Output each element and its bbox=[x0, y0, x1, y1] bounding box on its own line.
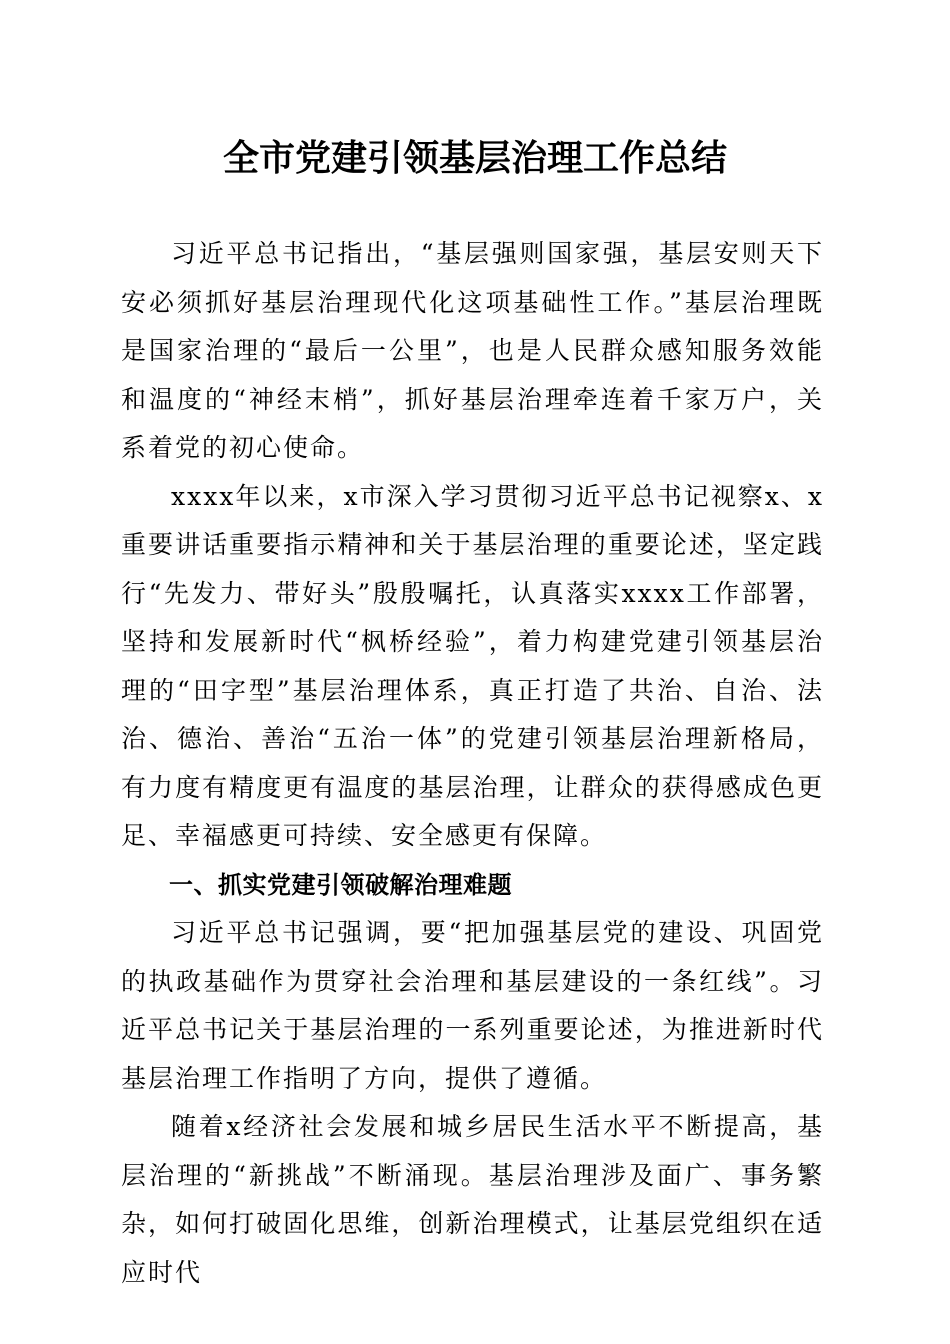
paragraph-section-1: 习近平总书记强调，要“把加强基层党的建设、巩固党的执政基础作为贯穿社会治理和基层建设的一条红线”。习近平总书记关于基层治理的一系列重要论述，为推进新时代基层治理工作指明了方向，提供了遵循。 bbox=[121, 918, 824, 1093]
section-heading: 一、抓实党建引领破解治理难题 bbox=[169, 870, 512, 899]
document-body bbox=[121, 230, 824, 1297]
paragraph-overview: xxxx年以来，x市深入学习贯彻习近平总书记视察x、x重要讲话重要指示精神和关于基层治理的重要论述，坚定践行“先发力、带好头”殷殷嘱托，认真落实xxxx工作部署，坚持和发展新时代“枫桥经验”，着力构建党建引领基层治理的“田字型”基层治理体系，真正打造了共治、自治、法治、德治、善治“五治一体”的党建引领基层治理新格局，有力度有精度更有温度的基层治理，让群众的获得感成色更足、幸福感更可持续、安全感更有保障。 bbox=[121, 481, 824, 850]
paragraph-intro: 习近平总书记指出，“基层强则国家强，基层安则天下安必须抓好基层治理现代化这项基础性工作。”基层治理既是国家治理的“最后一公里”，也是人民群众感知服务效能和温度的“神经末梢”，抓好基层治理牵连着千家万户，关系着党的初心使命。 bbox=[121, 239, 824, 462]
paragraph-section-2: 随着x经济社会发展和城乡居民生活水平不断提高，基层治理的“新挑战”不断涌现。基层治理涉及面广、事务繁杂，如何打破固化思维，创新治理模式，让基层党组织在适应时代 bbox=[121, 1112, 824, 1287]
document-title: 全市党建引领基层治理工作总结 bbox=[222, 137, 727, 179]
